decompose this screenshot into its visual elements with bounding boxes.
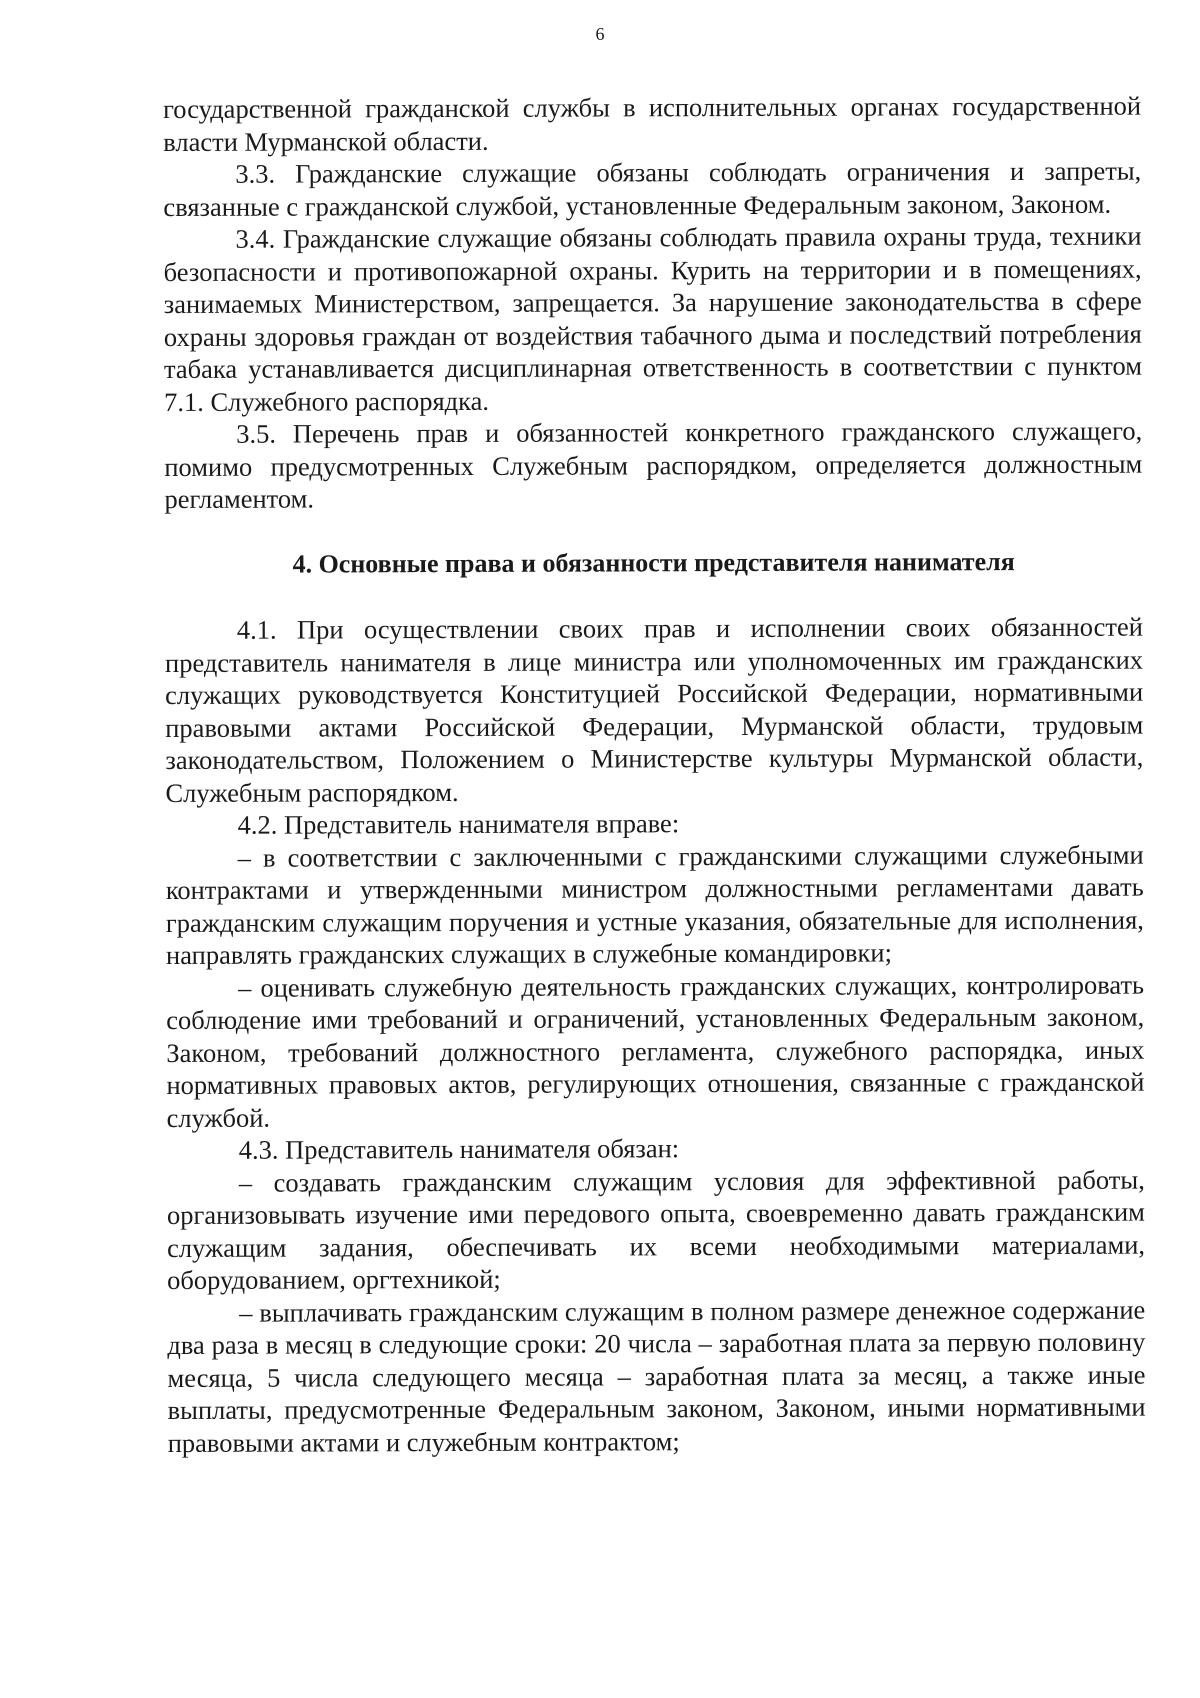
paragraph-3-5: 3.5. Перечень прав и обязанностей конкретного гражданского служащего, помимо предусмотренных Служебным распорядком, определяется должностным регламентом. bbox=[164, 415, 1143, 514]
page-number: 6 bbox=[595, 24, 605, 44]
paragraph-3-3: 3.3. Гражданские служащие обязаны соблюдать ограничения и запреты, связанные с гражданской службой, установленные Федеральным законом, Законом. bbox=[163, 155, 1142, 222]
document-body bbox=[163, 90, 1146, 1459]
paragraph-3-4: 3.4. Гражданские служащие обязаны соблюдать правила охраны труда, техники безопасности и противопожарной охраны. Курить на территории и в помещениях, занимаемых Министерством, запрещается. За нарушение законодательства в сфере охраны здоровья граждан от воздействия табачного дыма и последствий потребления табака устанавливается дисциплинарная ответственность в соответствии с пунктом 7.1. Служебного распорядка. bbox=[163, 220, 1143, 417]
paragraph-4-2: 4.2. Представитель нанимателя вправе: bbox=[237, 808, 680, 840]
paragraph-4-3: 4.3. Представитель нанимателя обязан: bbox=[238, 1133, 680, 1165]
list-item-4-3-a: – создавать гражданским служащим условия для эффективной работы, организовывать изучение ими передового опыта, своевременно давать гражданским служащим задания, обеспечивать их всеми необходимыми материалами, оборудованием, оргтехникой; bbox=[166, 1164, 1146, 1295]
list-item-4-3-b: – выплачивать гражданским служащим в полном размере денежное содержание два раза в месяц в следующие сроки: 20 числа – заработная плата за первую половину месяца, 5 числа следующего месяца – заработная плата за месяц, а также иные выплаты, предусмотренные Федеральным законом, Законом, иными нормативными правовыми актами и служебным контрактом; bbox=[167, 1294, 1146, 1458]
paragraph-continuation: государственной гражданской службы в исполнительных органах государственной власти Мурманской области. bbox=[163, 90, 1142, 157]
list-item-4-2-a: – в соответствии с заключенными с гражданскими служащими служебными контрактами и утвержденными министром должностными регламентами давать гражданским служащим поручения и устные указания, обязательные для исполнения, направлять гражданских служащих в служебные командировки; bbox=[165, 839, 1144, 970]
section-4-heading: 4. Основные права и обязанности представителя нанимателя bbox=[292, 546, 1015, 579]
paragraph-4-1: 4.1. При осуществлении своих прав и исполнении своих обязанностей представитель нанимателя в лице министра или уполномоченных им гражданских служащих руководствуется Конституцией Российской Федерации, нормативными правовыми актами Российской Федерации, Мурманской области, трудовым законодательством, Положением о Министерстве культуры Мурманской области, Служебным распорядком. bbox=[164, 611, 1144, 808]
list-item-4-2-b: – оценивать служебную деятельность гражданских служащих, контролировать соблюдение ими требований и ограничений, установленных Федеральным законом, Законом, требований должностного регламента, служебного распорядка, иных нормативных правовых актов, регулирующих отношения, связанные с гражданской службой. bbox=[166, 969, 1145, 1133]
